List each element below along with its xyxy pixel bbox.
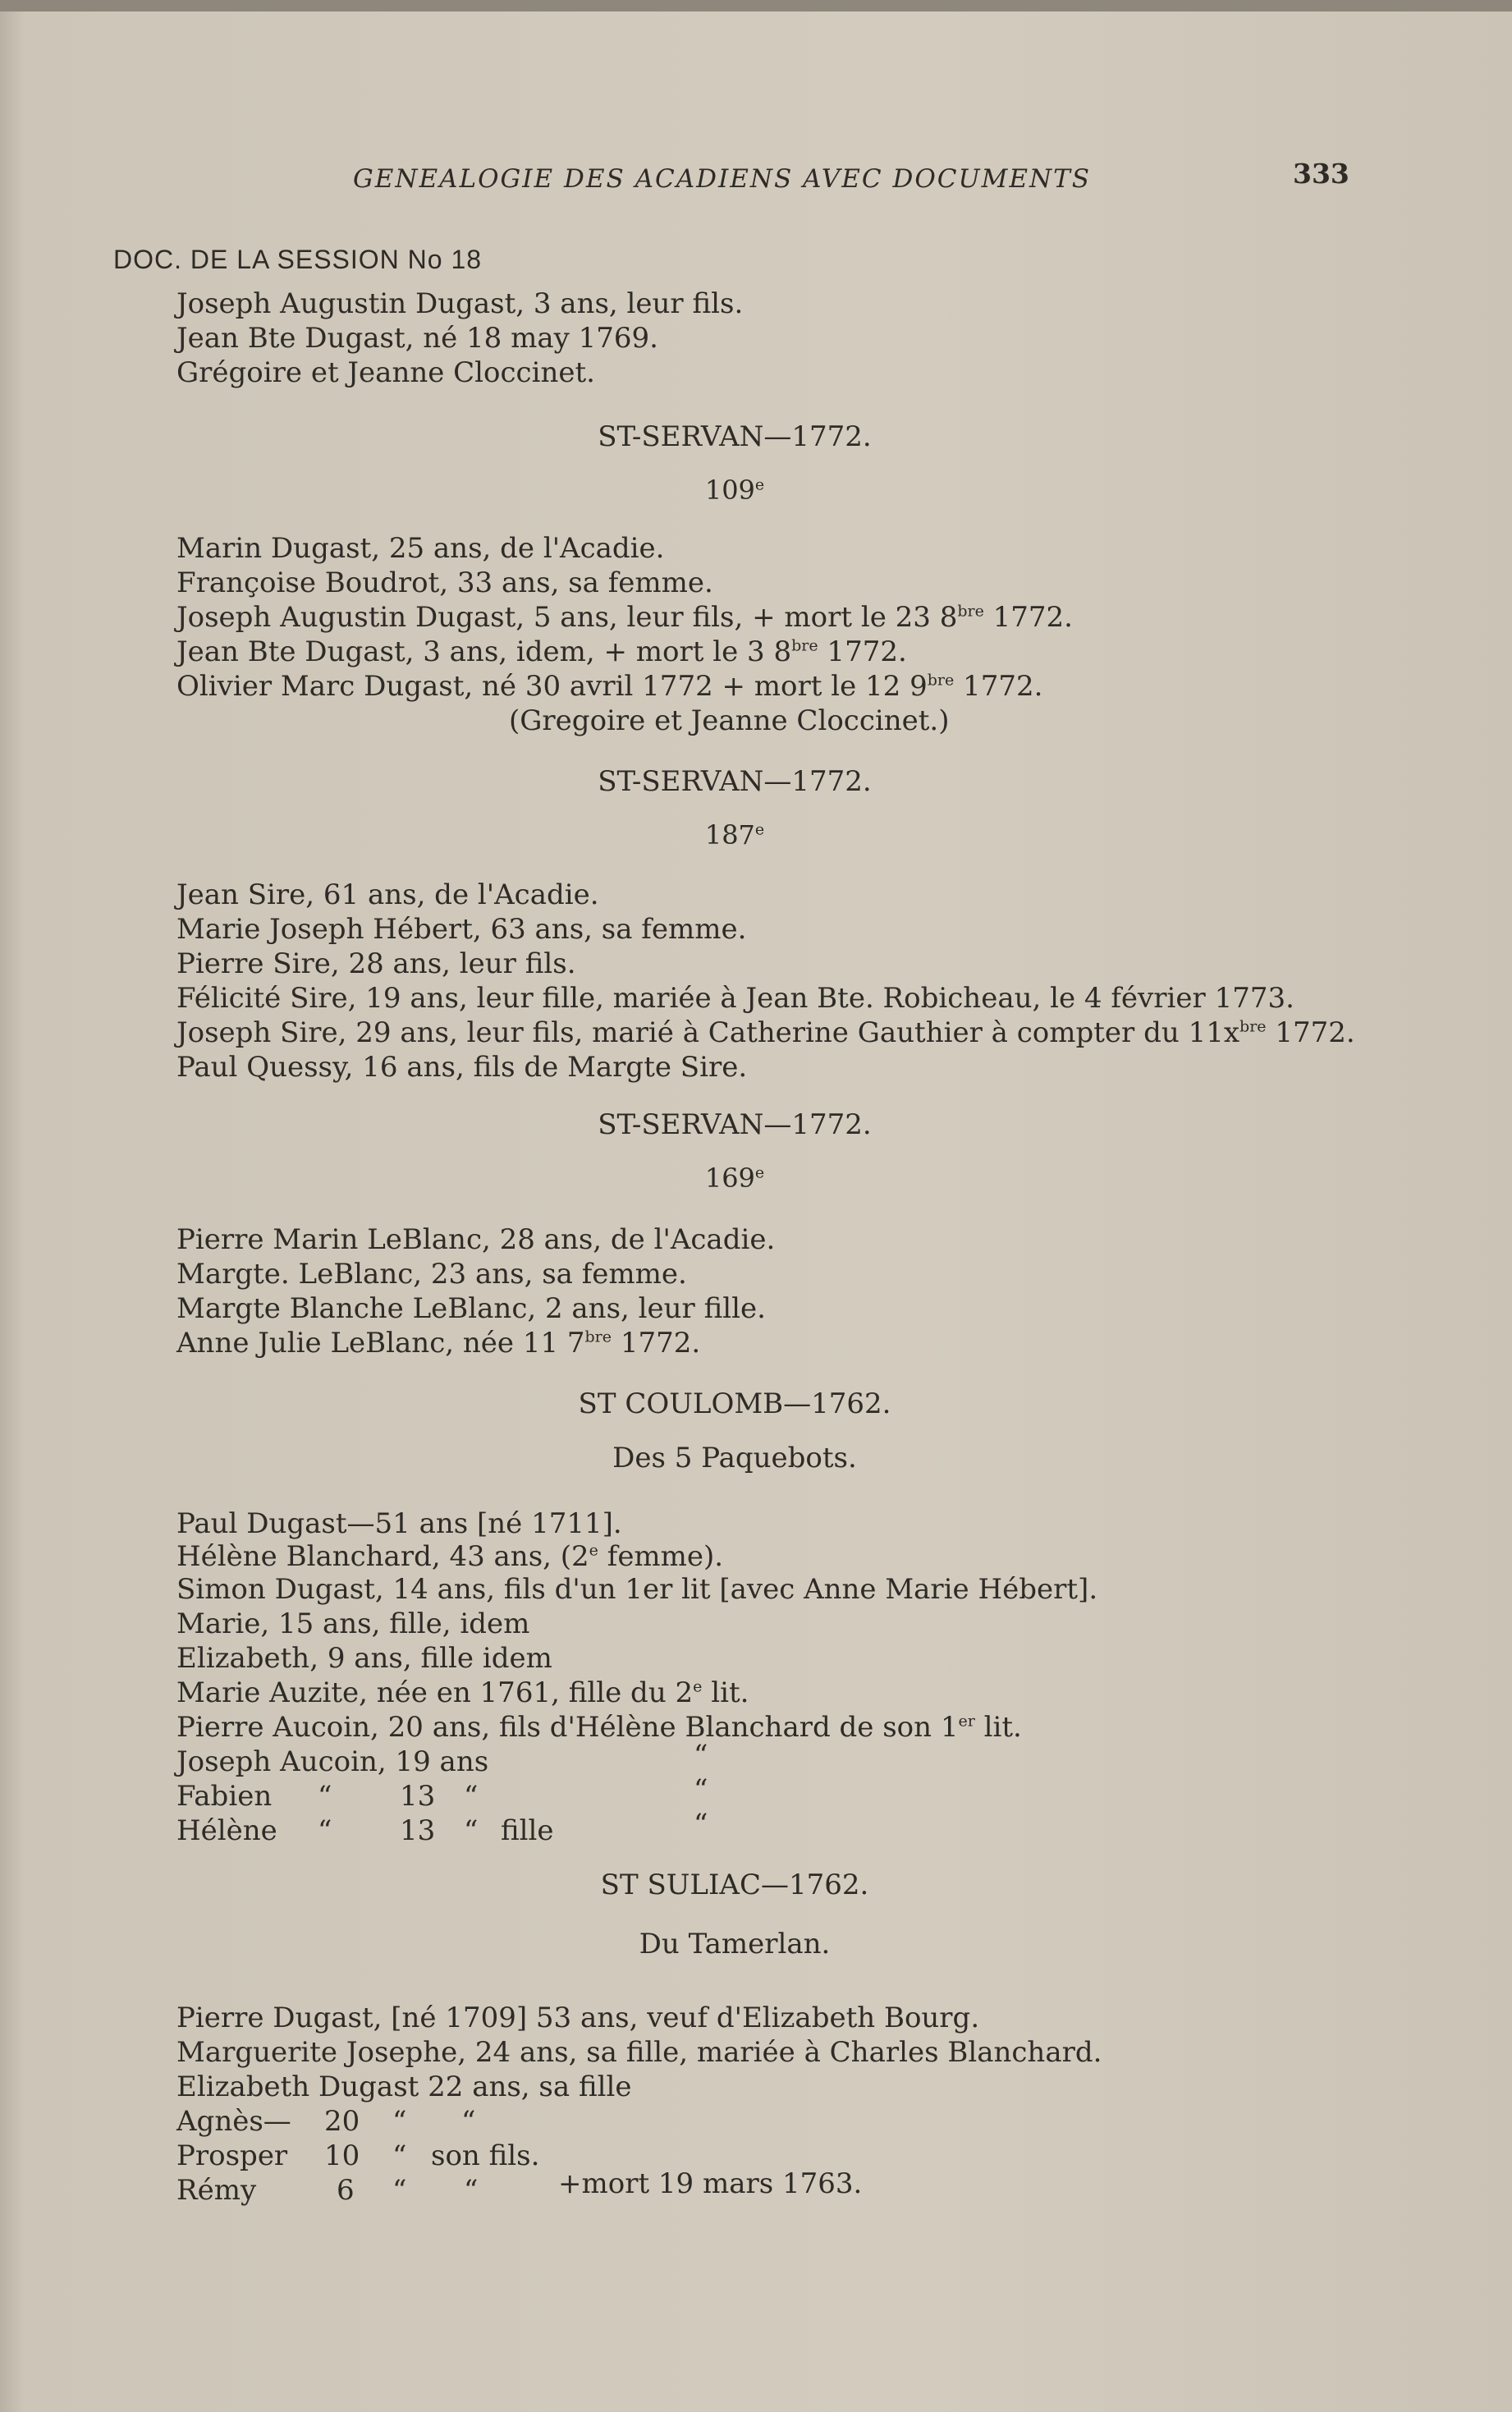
ditto-mark: “ [464,1780,479,1813]
entry-line: Jean Bte Dugast, 3 ans, idem, + mort le 3 $8^{bre}$ 1772. [176,635,907,668]
age-value: 10 [324,2139,360,2172]
entry-line: Rémy [176,2174,257,2207]
section-heading: ST SULIAC—1762. [600,1869,869,1901]
entry-line: Paul Quessy, 16 ans, fils de Margte Sire. [176,1051,748,1084]
entry-line: Agnès— [176,2105,291,2138]
ditto-mark: “ [694,1773,708,1806]
section-subheading: Du Tamerlan. [639,1928,831,1960]
entry-line: Olivier Marc Dugast, né 30 avril 1772 + mort le 12 $9^{bre}$ 1772. [176,670,1043,703]
entry-line: Pierre Dugast, [né 1709] 53 ans, veuf d'Elizabeth Bourg. [176,2002,980,2034]
entry-line: Joseph Aucoin, 19 ans [176,1745,489,1778]
section-subheading: Des 5 Paquebots. [612,1442,857,1474]
entry-line: Pierre Sire, 28 ans, leur fils. [176,947,576,980]
section-number: 187e [704,819,765,851]
entry-line: Simon Dugast, 14 ans, fils d'un 1er lit [avec Anne Marie Hébert]. [176,1573,1098,1606]
running-title: GENEALOGIE DES ACADIENS AVEC DOCUMENTS [353,164,1091,194]
ditto-mark: “ [392,2174,407,2207]
section-heading: ST-SERVAN—1772. [598,765,872,798]
ditto-mark: “ [464,1814,479,1847]
entry-line: Jean Sire, 61 ans, de l'Acadie. [176,878,599,911]
section-number: 109e [704,475,765,506]
entry-line: Félicité Sire, 19 ans, leur fille, mariée à Jean Bte. Robicheau, le 4 février 1773. [176,982,1294,1015]
ditto-mark: “ [694,1739,708,1772]
doc-session-header: DOC. DE LA SESSION No 18 [113,245,483,274]
intro-line: Joseph Augustin Dugast, 3 ans, leur fils. [176,287,744,320]
entry-line: Marin Dugast, 25 ans, de l'Acadie. [176,532,665,565]
entry-line: Elizabeth Dugast 22 ans, sa fille [176,2070,632,2103]
entry-line: Hélène [176,1814,277,1847]
section-heading: ST-SERVAN—1772. [598,420,872,453]
entry-line: Marguerite Josephe, 24 ans, sa fille, mariée à Charles Blanchard. [176,2036,1102,2069]
relation-word: fille [501,1814,554,1847]
intro-line: Jean Bte Dugast, né 18 may 1769. [176,322,658,355]
entry-line: Joseph Sire, 29 ans, leur fils, marié à Catherine Gauthier à compter du $11x^{bre}$ 1772. [176,1016,1355,1049]
entry-line: Paul Dugast—51 ans [né 1711]. [176,1507,622,1540]
entry-line: Marie, 15 ans, fille, idem [176,1607,530,1640]
section-heading: ST COULOMB—1762. [578,1387,891,1420]
entry-line: Hélène Blanchard, 43 ans, (2e femme). [176,1540,724,1573]
entry-line: Anne Julie LeBlanc, née 11 $7^{bre}$ 1772. [176,1327,701,1360]
ditto-mark: “ [694,1808,708,1841]
entry-line: Marie Joseph Hébert, 63 ans, sa femme. [176,913,747,946]
entry-line: Françoise Boudrot, 33 ans, sa femme. [176,566,713,599]
entry-line: Joseph Augustin Dugast, 5 ans, leur fils, + mort le 23 $8^{bre}$ 1772. [176,601,1073,634]
entry-line: Margte Blanche LeBlanc, 2 ans, leur fille. [176,1292,766,1325]
ditto-mark: “ [461,2105,476,2138]
entry-line: Marie Auzite, née en 1761, fille du 2e lit. [176,1676,749,1709]
entry-line: (Gregoire et Jeanne Cloccinet.) [509,704,950,737]
entry-line: Pierre Marin LeBlanc, 28 ans, de l'Acadie. [176,1223,776,1256]
age-value: 13 [400,1814,436,1847]
relation-word: son fils. [431,2139,540,2172]
entry-line: Fabien [176,1780,273,1813]
page-number: 333 [1293,158,1349,190]
entry-line: Prosper [176,2139,288,2172]
ditto-mark: “ [318,1814,332,1847]
entry-line: Pierre Aucoin, 20 ans, fils d'Hélène Blanchard de son 1er lit. [176,1711,1022,1744]
age-value: 20 [324,2105,360,2138]
entry-line: Elizabeth, 9 ans, fille idem [176,1642,552,1675]
intro-line: Grégoire et Jeanne Cloccinet. [176,356,595,389]
ditto-mark: “ [392,2105,407,2138]
ditto-mark: “ [392,2139,407,2172]
ditto-mark: “ [464,2174,479,2207]
top-rule [0,0,1512,11]
section-number: 169e [704,1162,765,1194]
section-heading: ST-SERVAN—1772. [598,1108,872,1141]
ditto-mark: “ [318,1780,332,1813]
entry-line: Margte. LeBlanc, 23 ans, sa femme. [176,1258,687,1291]
age-value: 6 [337,2174,355,2207]
age-value: 13 [400,1780,436,1813]
death-note: +mort 19 mars 1763. [558,2167,863,2200]
